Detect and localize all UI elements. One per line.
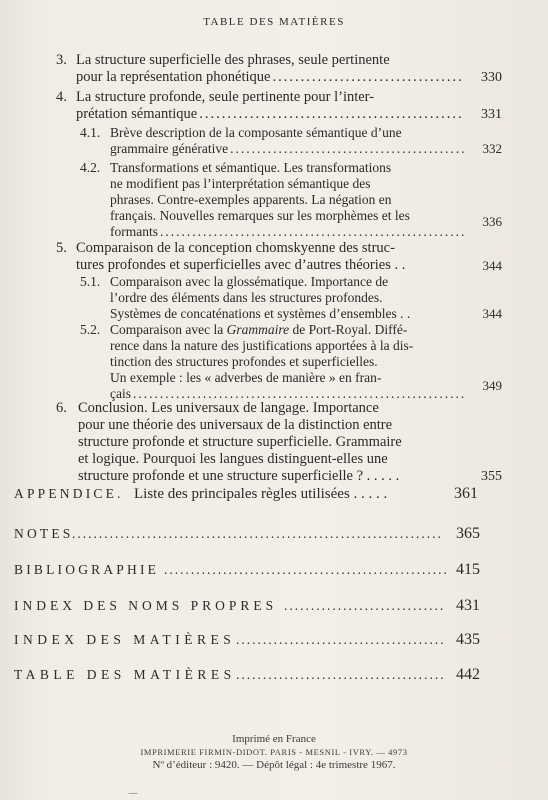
- entry-number: 5.1.: [80, 274, 101, 289]
- entry-line: prétation sémantique: [76, 106, 198, 122]
- entry-number: 4.1.: [80, 125, 101, 140]
- page-mark: —: [128, 788, 138, 799]
- entry-number: 5.: [56, 240, 67, 256]
- leader-dots: [272, 69, 464, 86]
- leader-dots: [284, 598, 446, 614]
- entry-line: tures profondes et superficielles avec d’autres théories . .: [76, 257, 406, 273]
- entry-number: 4.2.: [80, 160, 101, 175]
- page-number: 442: [456, 666, 480, 683]
- page-number: 344: [482, 258, 502, 273]
- leader-dots: [164, 562, 446, 578]
- entry-line: phrases. Contre-exemples apparents. La négation en: [110, 192, 392, 207]
- toc-section-bibliographie: [14, 562, 484, 578]
- entry-line: Comparaison avec la Grammaire de Port-Royal. Diffé-: [110, 322, 408, 337]
- section-label: APPENDICE.: [14, 486, 124, 501]
- entry-line: structure profonde et une structure superficielle ? . . . . .: [78, 468, 400, 484]
- toc-entry-3: [56, 52, 502, 86]
- section-title: Liste des principales règles utilisées . . . . .: [134, 486, 388, 502]
- page-number: 331: [481, 107, 502, 122]
- page-number: 349: [482, 378, 502, 393]
- leader-dots: [236, 632, 446, 648]
- page-number: 365: [456, 525, 480, 542]
- colophon-line-3: Nº d’éditeur : 9420. — Dépôt légal : 4e trimestre 1967.: [152, 759, 396, 771]
- entry-number: 6.: [56, 400, 67, 416]
- toc-section-notes: [14, 526, 484, 542]
- page-number: 361: [454, 485, 478, 502]
- entry-line: l’ordre des éléments dans les structures profondes.: [110, 290, 383, 305]
- entry-line: et logique. Pourquoi les langues distinguent-elles une: [78, 451, 388, 467]
- leader-dots: [160, 224, 464, 240]
- page-number: 435: [456, 631, 480, 648]
- page-number: 336: [482, 214, 502, 229]
- entry-line: çais: [110, 386, 131, 401]
- entry-line: structure profonde et structure superficielle. Grammaire: [78, 434, 402, 450]
- toc-section-table-matieres: [14, 667, 484, 683]
- section-label: INDEX DES MATIÈRES: [14, 632, 236, 647]
- entry-line: Brève description de la composante sémantique d’une: [110, 125, 402, 140]
- toc-entry-4: [56, 89, 502, 123]
- colophon-line-2: IMPRIMERIE FIRMIN-DIDOT. PARIS - MESNIL - IVRY. — 4973: [140, 747, 408, 757]
- toc-entry-5-2: [80, 322, 502, 402]
- entry-number: 4.: [56, 89, 67, 105]
- section-label: NOTES: [14, 526, 74, 541]
- colophon-line-1: Imprimé en France: [232, 733, 316, 745]
- entry-line: Systèmes de concaténations et systèmes d’ensembles . .: [110, 306, 411, 321]
- leader-dots: [199, 106, 464, 123]
- entry-line: ne modifient pas l’interprétation sémantique des: [110, 176, 371, 191]
- entry-line: Transformations et sémantique. Les transformations: [110, 160, 392, 175]
- entry-line: pour une théorie des universaux de la distinction entre: [78, 417, 393, 433]
- leader-dots: [72, 526, 442, 542]
- page-number: 332: [482, 141, 502, 156]
- toc-entry-6: [56, 400, 502, 485]
- toc-section-appendice: [14, 486, 484, 503]
- toc-entry-5-1: [80, 274, 502, 322]
- entry-line: Comparaison avec la glossématique. Importance de: [110, 274, 389, 289]
- running-head: TABLE DES MATIÈRES: [203, 16, 345, 28]
- entry-line: La structure profonde, seule pertinente pour l’inter-: [76, 89, 375, 105]
- entry-line: grammaire générative: [110, 141, 229, 156]
- entry-line: rence dans la nature des justifications apportées à la dis-: [110, 338, 414, 353]
- page-number: 344: [482, 306, 502, 321]
- entry-line: Un exemple : les « adverbes de manière » en fran-: [110, 370, 382, 385]
- section-label: INDEX DES NOMS PROPRES: [14, 598, 278, 613]
- section-label: BIBLIOGRAPHIE: [14, 562, 160, 577]
- page-number: 415: [456, 561, 480, 578]
- entry-number: 3.: [56, 52, 67, 68]
- page-number: 431: [456, 597, 480, 614]
- entry-line: formants: [110, 224, 158, 239]
- page-number: 355: [481, 469, 502, 484]
- entry-line: Comparaison de la conception chomskyenne des struc-: [76, 240, 395, 256]
- page-number: 330: [481, 70, 502, 85]
- entry-line: La structure superficielle des phrases, seule pertinente: [76, 52, 390, 68]
- entry-line: français. Nouvelles remarques sur les morphèmes et les: [110, 208, 410, 223]
- entry-line: tinction des structures profondes et superficielles.: [110, 354, 378, 369]
- section-label: TABLE DES MATIÈRES: [14, 667, 236, 682]
- toc-entry-4-2: [80, 160, 502, 240]
- entry-line: Conclusion. Les universaux de langage. Importance: [78, 400, 379, 416]
- toc-section-index-matieres: [14, 632, 484, 648]
- toc-entry-5: [56, 240, 502, 274]
- toc-entry-4-1: [80, 125, 502, 157]
- leader-dots: [236, 667, 446, 683]
- entry-number: 5.2.: [80, 322, 101, 337]
- entry-line: pour la représentation phonétique: [76, 69, 271, 85]
- leader-dots: [230, 141, 464, 157]
- toc-section-index-noms: [14, 598, 484, 614]
